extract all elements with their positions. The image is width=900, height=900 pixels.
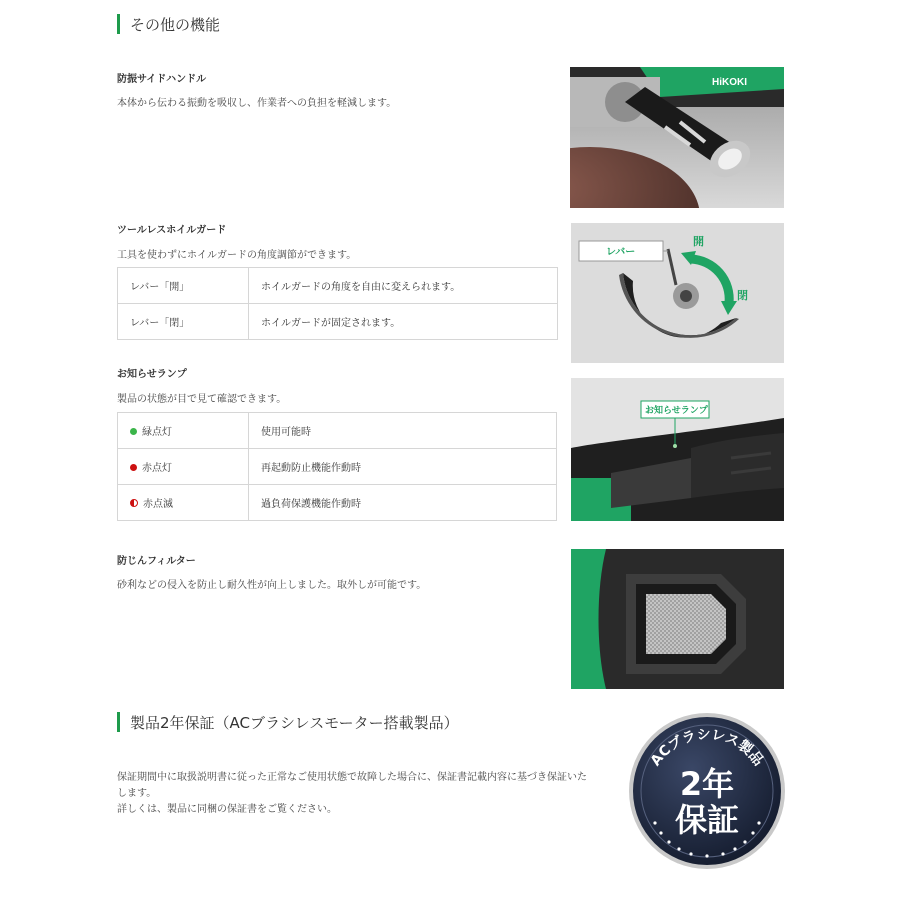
section-header-other bbox=[117, 14, 220, 34]
table-cell-value: ホイルガードが固定されます。 bbox=[249, 304, 558, 340]
table-cell-key bbox=[118, 413, 249, 449]
lamp-callout-label: お知らせランプ bbox=[645, 405, 708, 415]
guard-lever-table bbox=[117, 267, 558, 340]
table-cell-key bbox=[118, 485, 249, 521]
badge-arc-text: ACブラシレス製品 bbox=[647, 726, 767, 770]
table-cell-key: レバー「開」 bbox=[118, 268, 249, 304]
table-cell-value: 再起動防止機能作動時 bbox=[249, 449, 557, 485]
warranty-badge bbox=[627, 711, 787, 871]
table-row bbox=[118, 485, 557, 521]
section-accent-bar bbox=[117, 14, 120, 34]
badge-line1: 2年 bbox=[679, 765, 735, 803]
feature-lamp-title: お知らせランプ bbox=[117, 369, 187, 380]
hikoki-logo: HiKOKI bbox=[712, 77, 747, 88]
lever-label: レバー bbox=[606, 247, 636, 258]
lamp-state-label: 緑点灯 bbox=[142, 427, 172, 438]
wheel-guard-photo bbox=[571, 223, 784, 363]
feature-handle-title: 防振サイドハンドル bbox=[117, 74, 207, 85]
table-cell-value: ホイルガードの角度を自由に変えられます。 bbox=[249, 268, 558, 304]
table-cell-value: 使用可能時 bbox=[249, 413, 557, 449]
lamp-state-label: 赤点灯 bbox=[142, 463, 172, 474]
table-row bbox=[118, 449, 557, 485]
red-dot-icon bbox=[130, 464, 137, 471]
section-accent-bar bbox=[117, 712, 120, 732]
section-header-warranty bbox=[117, 712, 459, 732]
open-label: 開 bbox=[693, 236, 704, 248]
feature-filter-title: 防じんフィルター bbox=[117, 556, 196, 567]
table-cell-key bbox=[118, 449, 249, 485]
lamp-state-label: 赤点滅 bbox=[143, 499, 173, 510]
table-row bbox=[118, 413, 557, 449]
section-title: その他の機能 bbox=[130, 15, 221, 34]
feature-guard-title: ツールレスホイルガード bbox=[117, 225, 227, 236]
feature-guard-desc: 工具を使わずにホイルガードの角度調節ができます。 bbox=[117, 250, 357, 261]
close-label: 閉 bbox=[737, 290, 748, 302]
table-cell-key: レバー「閉」 bbox=[118, 304, 249, 340]
notification-lamp-photo bbox=[571, 378, 784, 521]
warranty-line: 詳しくは、製品に同梱の保証書をご覧ください。 bbox=[117, 804, 337, 815]
section-title: 製品2年保証（ACブラシレスモーター搭載製品） bbox=[130, 713, 459, 732]
table-row bbox=[118, 268, 558, 304]
lamp-status-table bbox=[117, 412, 557, 521]
warranty-line: します。 bbox=[117, 788, 157, 799]
green-dot-icon bbox=[130, 428, 137, 435]
table-cell-value: 過負荷保護機能作動時 bbox=[249, 485, 557, 521]
feature-handle-desc: 本体から伝わる振動を吸収し、作業者への負担を軽減します。 bbox=[117, 98, 397, 109]
dust-filter-photo bbox=[571, 549, 784, 689]
feature-filter-desc: 砂利などの侵入を防止し耐久性が向上しました。取外しが可能です。 bbox=[117, 580, 427, 591]
side-handle-photo bbox=[570, 67, 784, 208]
warranty-line: 保証期間中に取扱説明書に従った正常なご使用状態で故障した場合に、保証書記載内容に基づき保証いた bbox=[117, 772, 587, 783]
table-row bbox=[118, 304, 558, 340]
warranty-text bbox=[117, 770, 617, 818]
red-blink-icon bbox=[130, 499, 138, 507]
badge-line2: 保証 bbox=[674, 801, 740, 839]
feature-lamp-desc: 製品の状態が目で見て確認できます。 bbox=[117, 394, 287, 405]
